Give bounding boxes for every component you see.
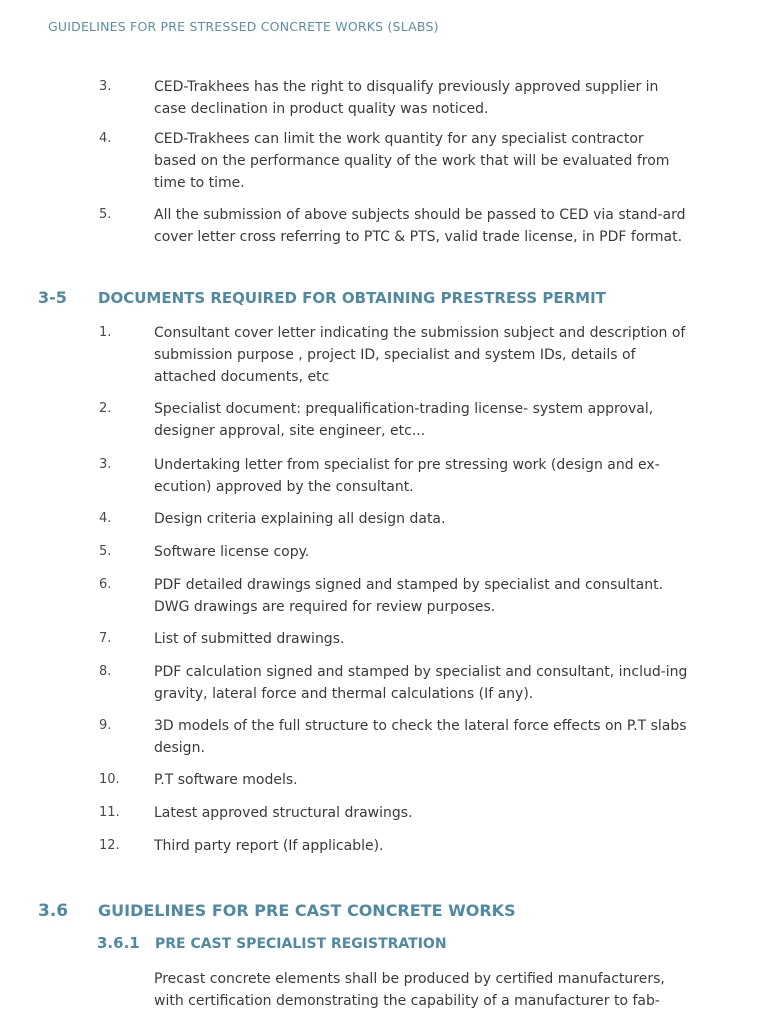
list-item (0, 204, 768, 268)
list-item-number: 10. (99, 772, 120, 787)
list-item (0, 769, 768, 791)
list-item-number: 6. (99, 577, 112, 592)
subsection-number: 3.6.1 (97, 934, 140, 952)
list-item-text: Latest approved structural drawings. (154, 805, 413, 821)
section-number: 3.6 (38, 901, 69, 921)
subsection-heading-3-6-1 (97, 934, 447, 952)
list-item (0, 76, 768, 118)
top-list (0, 76, 768, 268)
list-item-number: 4. (99, 511, 112, 526)
list-item (0, 628, 768, 650)
list-item (0, 508, 768, 530)
section-number: 3-5 (38, 288, 67, 307)
list-item-text: PDF calculation signed and stamped by specialist and consultant, includ-ing gravity, lateral force and thermal calculations (If any). (154, 664, 688, 702)
list-item-number: 8. (99, 664, 112, 679)
section-heading-3-5 (38, 288, 606, 307)
subsection-title: PRE CAST SPECIALIST REGISTRATION (155, 936, 447, 952)
list-item-number: 12. (99, 838, 120, 853)
section-title: GUIDELINES FOR PRE CAST CONCRETE WORKS (98, 901, 516, 920)
list-item-number: 3. (99, 457, 112, 472)
list-item-text: Consultant cover letter indicating the submission subject and description of submission purpose , project ID, specialist and system IDs, details of attached documents, etc (154, 325, 686, 385)
list-item-text: Software license copy. (154, 544, 310, 560)
list-item-number: 3. (99, 79, 112, 94)
list-item (0, 454, 768, 498)
list-item-text: CED-Trakhees can limit the work quantity for any specialist contractor based on the performance quality of the work that will be evaluated from time to time. (154, 131, 670, 191)
section-heading-3-6 (38, 901, 516, 921)
list-item-text: 3D models of the full structure to check the lateral force effects on P.T slabs design. (154, 718, 687, 756)
paragraph-3-6-1: Precast concrete elements shall be produced by certified manufacturers, with certification demonstrating the capability of a manufacturer to fab- (154, 971, 665, 1009)
list-item (0, 661, 768, 705)
list-item (0, 541, 768, 563)
list-item-number: 2. (99, 401, 112, 416)
list-item (0, 574, 768, 618)
list-item-number: 7. (99, 631, 112, 646)
list-item (0, 322, 768, 388)
section-title: DOCUMENTS REQUIRED FOR OBTAINING PRESTRESS PERMIT (98, 289, 606, 307)
list-item-text: All the submission of above subjects should be passed to CED via stand-ard cover letter cross referring to PTC & PTS, valid trade license, in PDF format. (154, 207, 686, 245)
list-item-text: CED-Trakhees has the right to disqualify previously approved supplier in case declination in product quality was noticed. (154, 79, 659, 117)
running-header: GUIDELINES FOR PRE STRESSED CONCRETE WORKS (SLABS) (48, 19, 439, 34)
list-item (0, 835, 768, 857)
documents-list (0, 322, 768, 857)
list-item-text: Third party report (If applicable). (154, 838, 384, 854)
list-item (0, 715, 768, 759)
list-item-text: Design criteria explaining all design data. (154, 511, 446, 527)
list-item-number: 9. (99, 718, 112, 733)
list-item-number: 11. (99, 805, 120, 820)
list-item-number: 5. (99, 207, 112, 222)
list-item-number: 1. (99, 325, 112, 340)
list-item-text: List of submitted drawings. (154, 631, 345, 647)
list-item-number: 4. (99, 131, 112, 146)
list-item-text: PDF detailed drawings signed and stamped by specialist and consultant. DWG drawings are required for review purposes. (154, 577, 664, 615)
list-item-text: Specialist document: prequalification-trading license- system approval, designer approval, site engineer, etc... (154, 401, 654, 439)
list-item-number: 5. (99, 544, 112, 559)
list-item-text: Undertaking letter from specialist for pre stressing work (design and ex-ecution) approved by the consultant. (154, 457, 660, 495)
list-item (0, 398, 768, 442)
list-item (0, 128, 768, 192)
list-item (0, 802, 768, 824)
list-item-text: P.T software models. (154, 772, 298, 788)
